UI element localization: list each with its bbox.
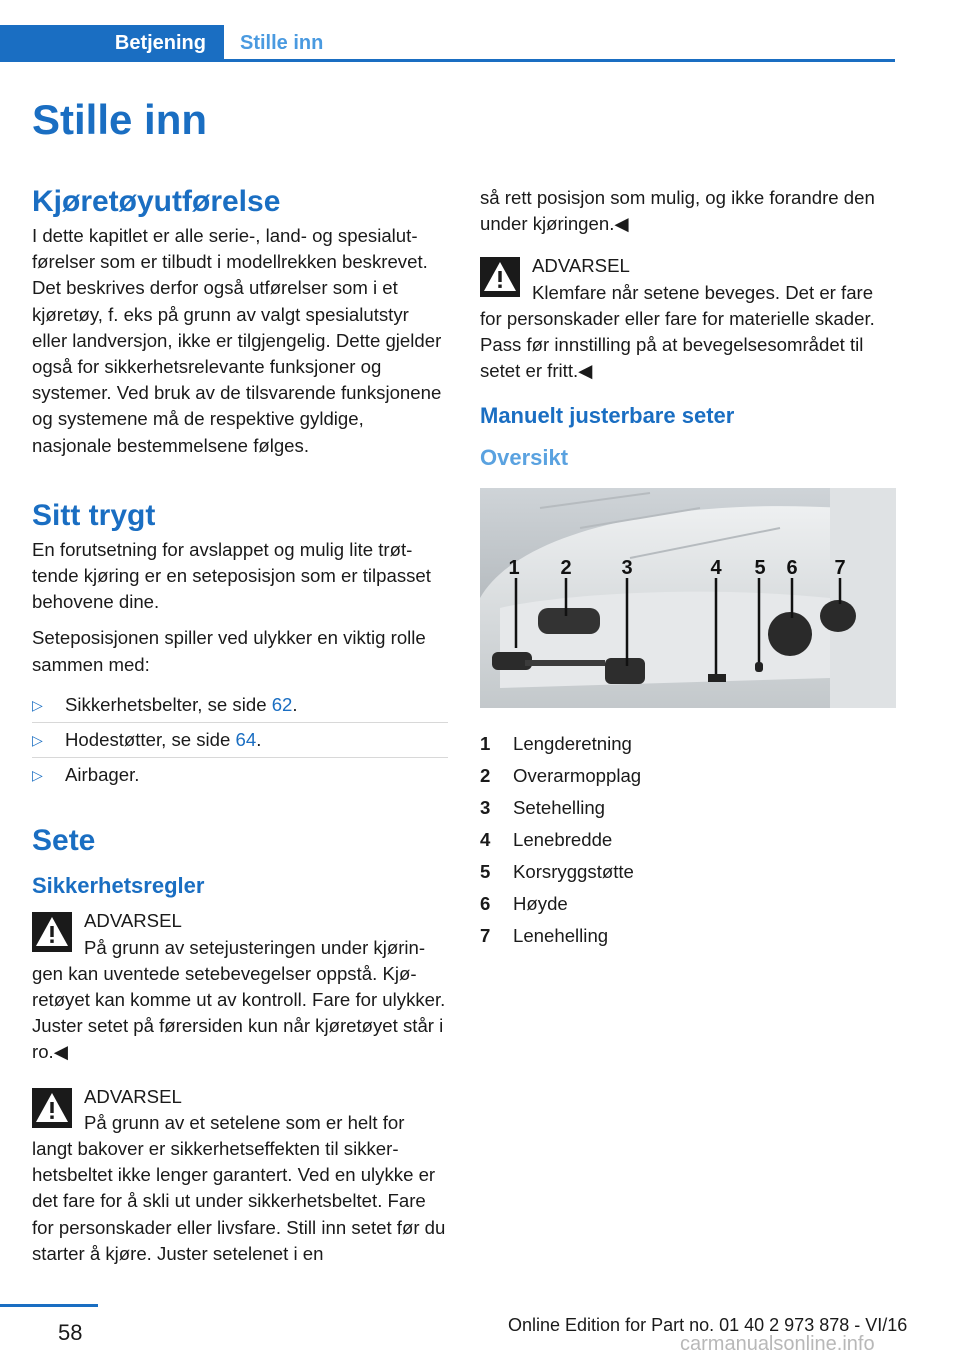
subsection-title-manual-seats: Manuelt justerbare seter [480,403,735,429]
header-tabbar [0,25,895,62]
page-ref-link-62[interactable]: 62 [271,693,293,715]
subsection-title-overview: Oversikt [480,445,569,471]
warning-block-1 [32,908,448,1065]
table-row: 1 Lengderetning [480,732,632,754]
right-column [480,185,896,952]
section-title-sit-safely: Sitt trygt [32,498,156,532]
legend-table [480,728,641,952]
table-row: 4 Lenebredde [480,828,613,850]
warning-heading: ADVARSEL [84,910,182,932]
header-rule [224,59,895,62]
warning-triangle-icon [32,1088,72,1128]
warning-triangle-icon [480,257,520,297]
bullet-triangle-icon: ▷ [32,767,43,784]
table-row: 6 Høyde [480,892,568,914]
list-item-text: Sikkerhetsbelter, se side [65,693,272,715]
warning-heading: ADVARSEL [84,1085,182,1107]
page-number: 58 [58,1320,83,1345]
figure-label-7: 7 [834,557,846,580]
list-item [32,758,448,792]
paragraph-sit-safely-1: En forutsetning for avslappet og mulig lite trøttende kjøring er en seteposisjon som er tilpasset behovene dine. [32,538,431,613]
paragraph-continued: så rett posisjon som mulig, og ikke forandre den under kjøringen.◀ [480,187,875,235]
figure-label-4: 4 [710,557,722,580]
footer-rule [0,1304,98,1307]
figure-label-6: 6 [786,557,798,580]
table-row: 2 Overarmopplag [480,764,642,786]
table-row: 5 Korsryggstøtte [480,860,634,882]
list-item: ▷ Hodestøtter, se side 64. [32,723,448,758]
subsection-title-safety-rules: Sikkerhetsregler [32,873,205,899]
section-title-seat: Sete [32,824,96,858]
tab-stille-inn[interactable]: Stille inn [240,32,324,54]
list-item-text: Hodestøtter, se side [65,729,236,751]
seat-illustration [480,488,896,708]
warning-heading: ADVARSEL [532,255,630,277]
table-row: 7 Lenehelling [480,924,609,946]
edition-text: Online Edition for Part no. 01 40 2 973 878 - VI/16 [508,1315,908,1335]
bullet-triangle-icon: ▷ [32,732,43,749]
table-row: 3 Setehelling [480,796,606,818]
tab-betjening-label: Betjening [114,32,206,54]
list-item-text: Airbager. [65,764,140,786]
warning-triangle-icon [32,912,72,952]
page-title: Stille inn [32,96,208,143]
warning-block-2 [32,1084,448,1267]
tab-betjening[interactable] [0,25,224,62]
figure-label-1: 1 [508,557,520,580]
warning-text: Klemfare når setene beveges. Det er fare for personskader eller fare for materielle skader. Pass før innstilling på at bevegelsesområdet til setet er fritt.◀ [480,281,875,382]
figure-label-3: 3 [621,557,633,580]
watermark: carmanualsonline.info [680,1333,875,1355]
warning-block-3 [480,253,896,384]
bullet-list [32,688,448,793]
warning-text: På grunn av setejusteringen under kjøringen kan uventede setebevegelser oppstå. Kjøretøyet kan komme ut av kontroll. Fare for ulykker. Juster setet på førersiden kun når kjøretøyet står i ro.◀ [32,936,446,1063]
warning-text: På grunn av et setelene som er helt for langt bakover er sikkerhetseffekten til sikkerhetsbeltet ikke lenger garantert. Ved en ulykke er det fare for å skli ut under sikkerhetsbeltet. Fare for personskader eller livsfare. Still inn setet før du starter å kjøre. Juster setelenet i en [32,1111,446,1264]
list-item: ▷ Sikkerhetsbelter, se side 62. [32,688,448,723]
page-ref-link-64[interactable]: 64 [235,729,257,751]
paragraph-vehicle-version: I dette kapitlet er alle serie-, land- og spesialutførelser som er tilbudt i modellrekken beskrevet. Det beskrives derfor også utførelser som i et kjøretøy, f. eks på grunn av valgt spesialutstyr eller landversjon, ikke er tilgjengelig. Dette gjelder også for sikkerhetsrelevante funksjoner og systemer. Ved bruk av de tilsvarende funksjonene og systemene må de respektive gyldige, nasjonale bestemmelsene følges. [32,225,442,456]
section-title-vehicle-version: Kjøretøyutførelse [32,185,281,218]
figure-label-2: 2 [560,557,572,580]
paragraph-sit-safely-2: Seteposisjonen spiller ved ulykker en viktig rolle sammen med: [32,627,426,675]
figure-label-5: 5 [754,557,766,580]
bullet-triangle-icon: ▷ [32,696,43,713]
left-column [32,185,448,1285]
